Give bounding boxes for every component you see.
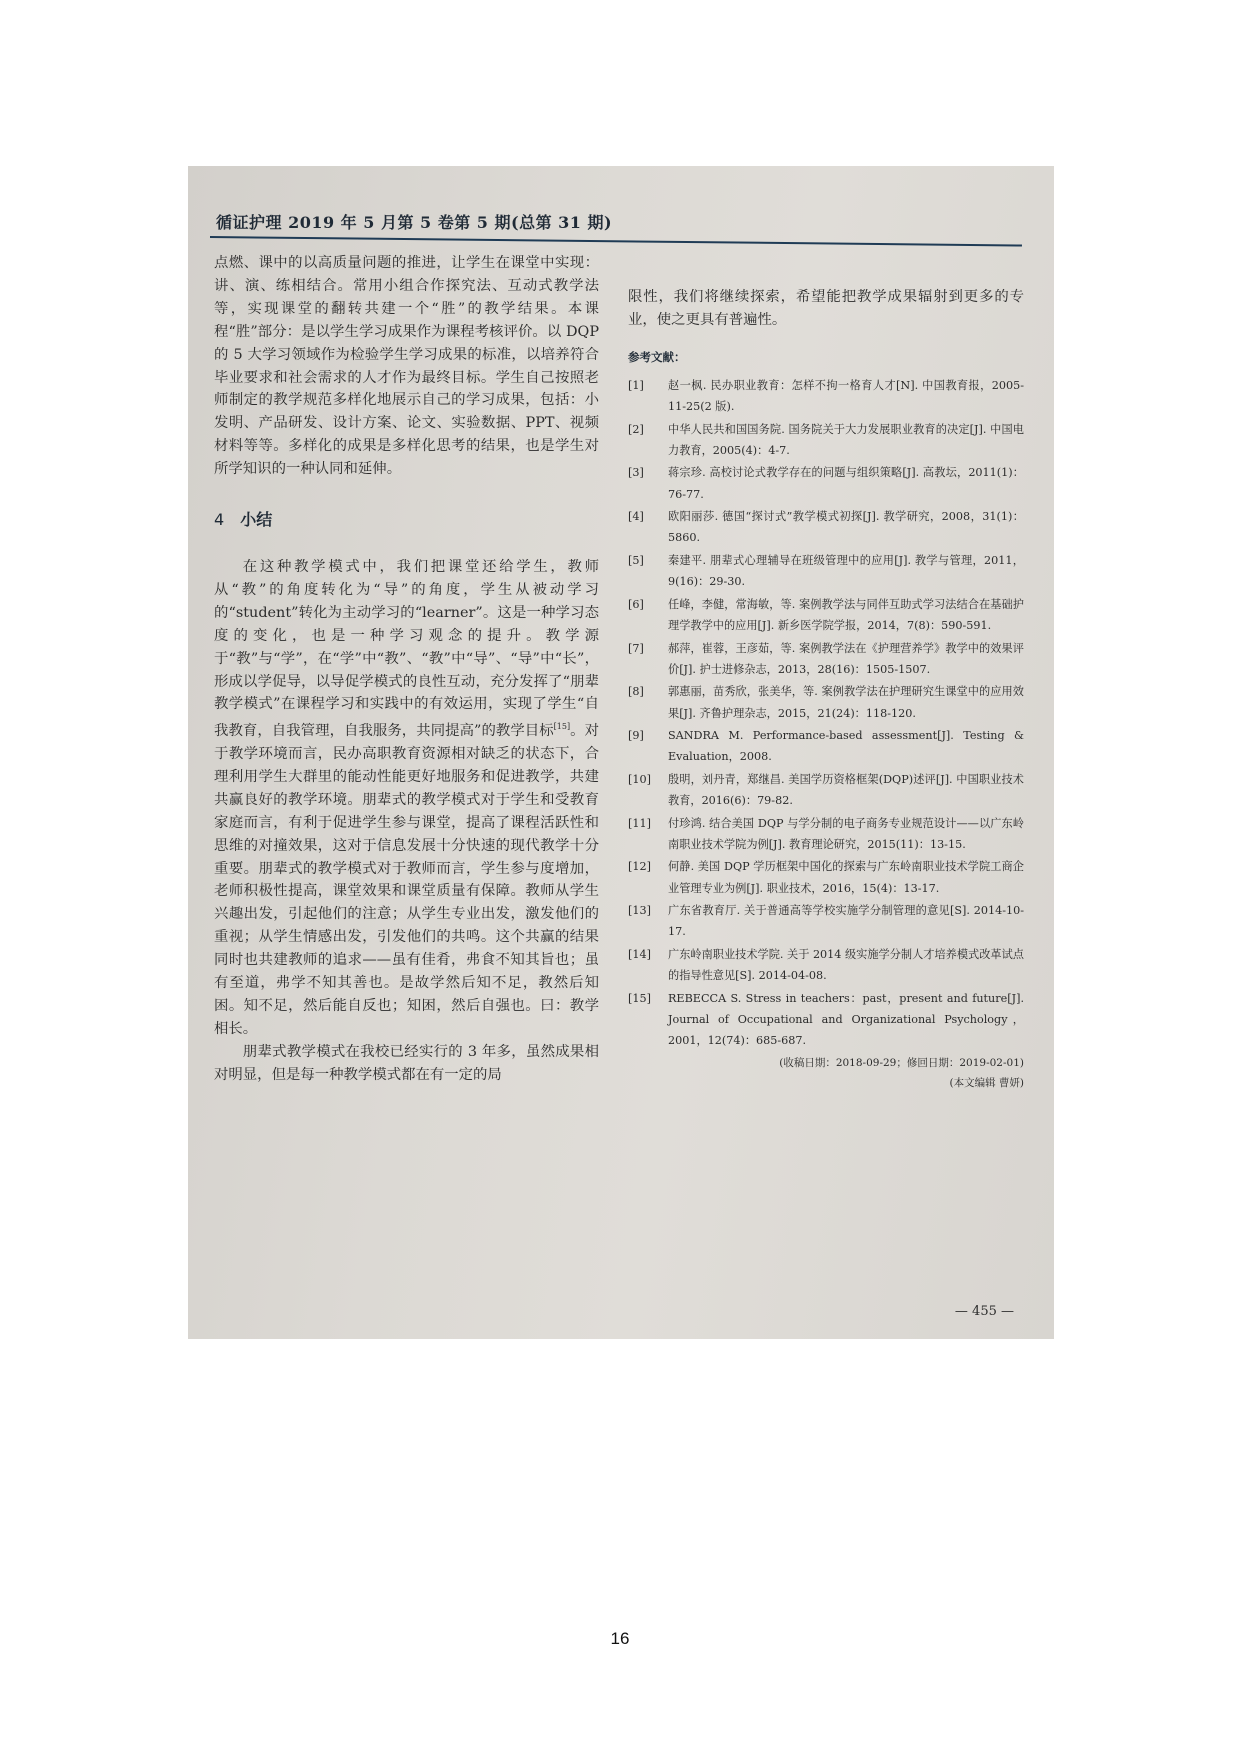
reference-text: 殷明，刘丹青，郑继昌. 美国学历资格框架(DQP)述评[J]. 中国职业技术教育，2016(6)：79-82. [668,772,1024,808]
reference-item [628,462,1024,504]
reference-number: [12] [628,860,651,874]
reference-number: [9] [628,729,644,743]
references-title: 参考文献： [628,349,686,364]
reference-item [628,594,1024,636]
section-title: 小结 [240,510,273,530]
reference-text: REBECCA S. Stress in teachers：past，present and future[J]. Journal of Occupational and Organizational Psychology，2001，12(74)：685-687. [668,991,1024,1048]
body-paragraph: 点燃、课中的以高质量问题的推进，让学生在课堂中实现：讲、演、练相结合。常用小组合作探究法、互动式教学法等，实现课堂的翻转共建一个“胜”的教学结果。本课程“胜”部分：是以学生学习成果作为课程考核评价。以 DQP 的 5 大学习领域作为检验学生学习成果的标准，以培养符合毕业要求和社会需求的人才作为最终目标。学生自己按照老师制定的教学规范多样化地展示自己的学习成果，包括：小发明、产品研发、设计方案、论文、实验数据、PPT、视频材料等等。多样化的成果是多样化思考的结果，也是学生对所学知识的一种认同和延伸。 [214,255,599,478]
reference-item [628,638,1024,680]
reference-number: [1] [628,378,644,392]
reference-text: SANDRA M. Performance-based assessment[J]. Testing & Evaluation，2008. [668,729,1024,764]
reference-text: 蒋宗珍. 高校讨论式教学存在的问题与组织策略[J]. 高教坛，2011(1)：76-77. [668,466,1024,501]
scanned-journal-page [188,166,1054,1339]
reference-item [628,681,1024,723]
reference-item [628,769,1024,811]
reference-text: 任峰，李健，常海敏，等. 案例教学法与同伴互助式学习法结合在基础护理学教学中的应用[J]. 新乡医学院学报，2014，7(8)：590-591. [668,597,1024,632]
body-text: 在这种教学模式中，我们把课堂还给学生，教师从“教”的角度转化为“导”的角度，学生从被动学习的“student”转化为主动学习的“learner”。这是一种学习态度的变化，也是一种学习观念的提升。教学源于“教”与“学”，在“学”中“教”、“教”中“导”、“导”中“长”，形成以学促导，以导促学模式的良性互动，充分发挥了“朋辈教学模式”在课程学习和实践中的有效运用，实现了学生“自我教育，自我管理，自我服务，共同提高”的教学目标 [214,558,599,740]
reference-item [628,725,1024,767]
received-dates: (收稿日期：2018-09-29；修回日期：2019-02-01) [779,1057,1024,1070]
reference-text: 郭惠丽，苗秀欣，张美华，等. 案例教学法在护理研究生课堂中的应用效果[J]. 齐鲁护理杂志，2015，21(24)：118-120. [668,685,1024,720]
reference-item [628,813,1024,855]
reference-text: 赵一枫. 民办职业教育：怎样不拘一格育人才[N]. 中国教育报，2005-11-25(2 版). [668,378,1024,413]
reference-item [628,856,1024,898]
reference-number: [13] [628,904,651,918]
document-page-number: 16 [610,1629,630,1648]
body-paragraph: 朋辈式教学模式在我校已经实行的 3 年多，虽然成果相对明显，但是每一种教学模式都在有一定的局 [214,1043,599,1083]
reference-number: [11] [628,816,651,830]
reference-number: [10] [628,772,651,786]
reference-number: [4] [628,510,644,524]
section-number: 4 [214,510,225,530]
citation-marker: [15] [553,722,571,732]
reference-text: 付珍鸿. 结合美国 DQP 与学分制的电子商务专业规范设计——以广东岭南职业技术学院为例[J]. 教育理论研究，2015(11)：13-15. [668,816,1024,851]
reference-item [628,900,1024,942]
header-rule [210,236,1022,247]
right-column [628,286,1024,1093]
reference-text: 广东省教育厅. 关于普通高等学校实施学分制管理的意见[S]. 2014-10-17. [668,904,1024,939]
reference-text: 中华人民共和国国务院. 国务院关于大力发展职业教育的决定[J]. 中国电力教育，2005(4)：4-7. [668,422,1024,457]
reference-number: [5] [628,553,644,567]
reference-text: 欧阳丽莎. 德国“探讨式”教学模式初探[J]. 教学研究，2008，31(1)：5860. [668,510,1024,545]
body-text: 。对于教学环境而言，民办高职教育资源相对缺乏的状态下，合理利用学生大群里的能动性能更好地服务和促进教学，共建共赢良好的教学环境。朋辈式的教学模式对于学生和受教育家庭而言，有利于促进学生参与课堂，提高了课程活跃性和思维的对撞效果，这对于信息发展十分快速的现代教学十分重要。朋辈式的教学模式对于教师而言，学生参与度增加，老师积极性提高，课堂效果和课堂质量有保障。教师从学生兴趣出发，引起他们的注意；从学生专业出发，激发他们的重视；从学生情感出发，引发他们的共鸣。这个共赢的结果同时也共建教师的追求——虽有佳肴，弗食不知其旨也；虽有至道，弗学不知其善也。是故学然后知不足，教然后知困。知不足，然后能自反也；知困，然后自强也。曰：教学相长。 [214,723,599,1037]
reference-item [628,375,1024,417]
body-paragraph [214,556,599,1041]
reference-text: 何静. 美国 DQP 学历框架中国化的探索与广东岭南职业技术学院工商企业管理专业为例[J]. 职业技术，2016，15(4)：13-17. [668,860,1024,895]
body-paragraph: 限性，我们将继续探索，希望能把教学成果辐射到更多的专业，使之更具有普遍性。 [628,289,1024,328]
reference-text: 秦建平. 朋辈式心理辅导在班级管理中的应用[J]. 教学与管理，2011，9(16)：29-30. [668,553,1024,589]
left-column [214,252,599,1087]
reference-number: [6] [628,597,644,611]
reference-number: [7] [628,641,644,655]
journal-page-number: — 455 — [954,1304,1014,1319]
reference-item [628,944,1024,986]
reference-number: [3] [628,466,644,480]
reference-number: [15] [628,991,651,1005]
reference-text: 广东岭南职业技术学院. 关于 2014 级实施学分制人才培养模式改革试点的指导性意见[S]. 2014-04-08. [668,948,1024,983]
editor-note: (本文编辑 曹妍) [949,1077,1024,1090]
section-heading [214,509,599,532]
reference-item [628,988,1024,1052]
reference-item [628,550,1024,592]
reference-number: [2] [628,422,644,436]
journal-header: 循证护理 2019 年 5 月第 5 卷第 5 期(总第 31 期) [216,213,613,232]
reference-item [628,419,1024,461]
reference-item [628,506,1024,548]
reference-number: [14] [628,948,651,962]
reference-text: 郝萍，崔蓉，王彦茹，等. 案例教学法在《护理营养学》教学中的效果评价[J]. 护士进修杂志，2013，28(16)：1505-1507. [668,641,1024,676]
references-list [628,375,1024,1052]
reference-number: [8] [628,685,644,699]
